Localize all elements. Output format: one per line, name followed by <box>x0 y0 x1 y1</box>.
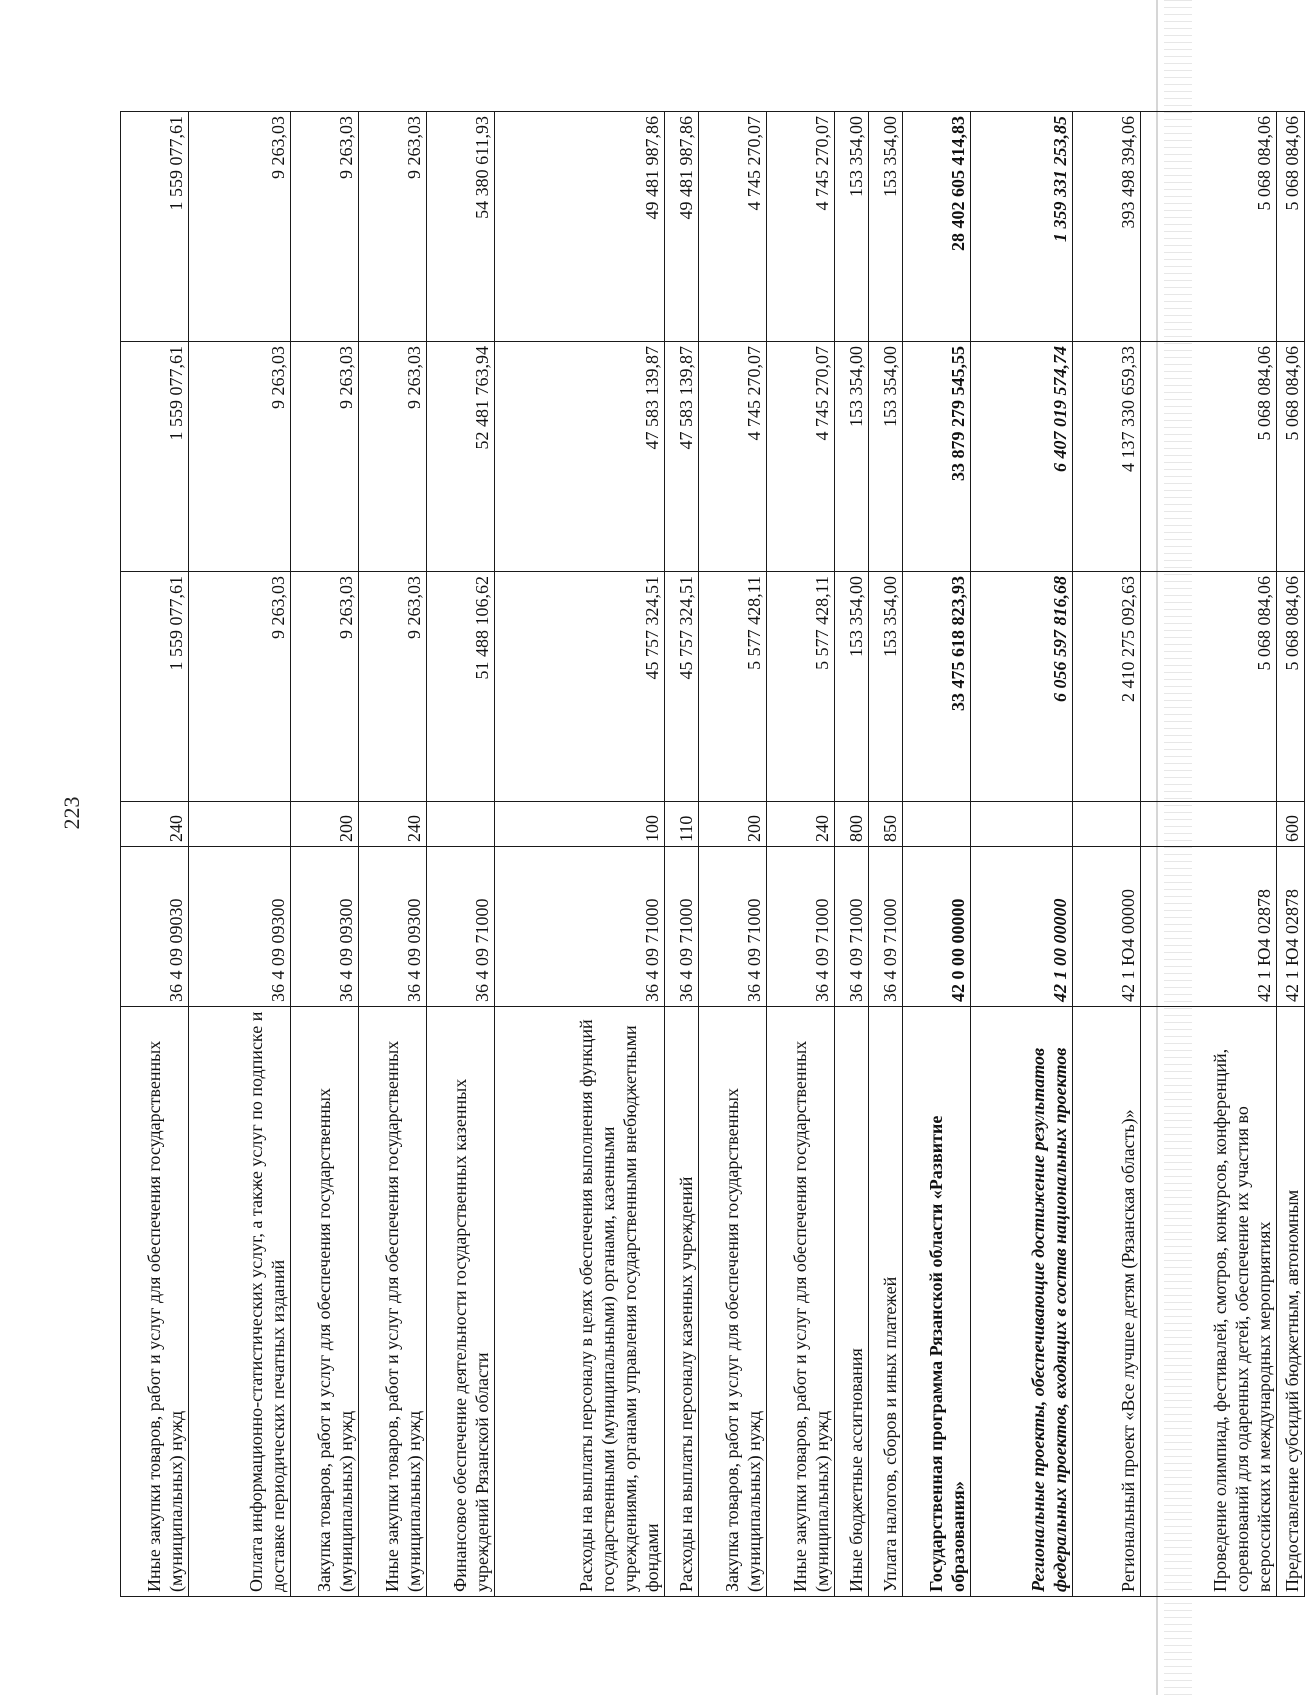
table-row <box>495 112 665 1597</box>
row-amount-2-cell: 4 745 270,07 <box>699 342 767 572</box>
row-amount-1-cell: 9 263,03 <box>359 572 427 802</box>
row-amount-2-cell: 33 879 279 545,55 <box>903 342 971 572</box>
row-code-cell: 36 4 09 09300 <box>291 847 359 1007</box>
row-amount-1-cell: 45 757 324,51 <box>495 572 665 802</box>
row-amount-1-cell: 1 559 077,61 <box>121 572 189 802</box>
row-code-cell: 36 4 09 09300 <box>189 847 291 1007</box>
budget-table <box>120 111 1305 1597</box>
row-amount-3-cell: 4 745 270,07 <box>767 112 835 342</box>
row-type-cell <box>971 802 1073 847</box>
row-type-cell: 110 <box>665 802 699 847</box>
row-amount-2-cell: 153 354,00 <box>835 342 869 572</box>
row-amount-1-cell: 153 354,00 <box>835 572 869 802</box>
row-code-cell: 42 1 00 00000 <box>971 847 1073 1007</box>
row-amount-3-cell: 153 354,00 <box>835 112 869 342</box>
row-name-cell: Иные закупки товаров, работ и услуг для обеспечения государственных (муниципальных) нужд <box>767 1007 835 1597</box>
row-type-cell: 200 <box>291 802 359 847</box>
row-code-cell: 36 4 09 71000 <box>495 847 665 1007</box>
row-amount-1-cell: 2 410 275 092,63 <box>1073 572 1141 802</box>
row-name-cell: Закупка товаров, работ и услуг для обеспечения государственных (муниципальных) нужд <box>699 1007 767 1597</box>
row-amount-2-cell: 5 068 084,06 <box>1277 342 1305 572</box>
row-amount-3-cell: 9 263,03 <box>359 112 427 342</box>
row-code-cell: 36 4 09 09300 <box>359 847 427 1007</box>
row-amount-3-cell: 1 359 331 253,85 <box>971 112 1073 342</box>
row-code-cell: 36 4 09 71000 <box>869 847 903 1007</box>
table-row <box>971 112 1073 1597</box>
row-amount-3-cell: 4 745 270,07 <box>699 112 767 342</box>
row-name-cell: Иные закупки товаров, работ и услуг для обеспечения государственных (муниципальных) нужд <box>359 1007 427 1597</box>
row-type-cell: 100 <box>495 802 665 847</box>
row-name-cell: Иные бюджетные ассигнования <box>835 1007 869 1597</box>
table-row <box>1073 112 1141 1597</box>
row-name-cell: Предоставление субсидий бюджетным, автономным <box>1277 1007 1305 1597</box>
row-code-cell: 42 1 Ю4 02878 <box>1141 847 1277 1007</box>
row-type-cell <box>427 802 495 847</box>
row-amount-2-cell: 4 745 270,07 <box>767 342 835 572</box>
table-row <box>767 112 835 1597</box>
row-code-cell: 36 4 09 71000 <box>665 847 699 1007</box>
row-amount-2-cell: 153 354,00 <box>869 342 903 572</box>
row-type-cell: 240 <box>359 802 427 847</box>
table-row <box>121 112 189 1597</box>
row-amount-3-cell: 153 354,00 <box>869 112 903 342</box>
row-name-cell: Финансовое обеспечение деятельности государственных казенных учреждений Рязанской области <box>427 1007 495 1597</box>
row-amount-1-cell: 5 577 428,11 <box>699 572 767 802</box>
row-amount-1-cell: 5 068 084,06 <box>1141 572 1277 802</box>
row-type-cell: 600 <box>1277 802 1305 847</box>
row-name-cell: Региональный проект «Все лучшее детям (Рязанская область)» <box>1073 1007 1141 1597</box>
row-amount-2-cell: 52 481 763,94 <box>427 342 495 572</box>
table-row <box>903 112 971 1597</box>
row-type-cell <box>1073 802 1141 847</box>
row-type-cell: 240 <box>767 802 835 847</box>
row-amount-2-cell: 1 559 077,61 <box>121 342 189 572</box>
table-row <box>869 112 903 1597</box>
row-amount-3-cell: 28 402 605 414,83 <box>903 112 971 342</box>
row-amount-1-cell: 9 263,03 <box>291 572 359 802</box>
row-amount-1-cell: 9 263,03 <box>189 572 291 802</box>
row-amount-3-cell: 9 263,03 <box>189 112 291 342</box>
table-row <box>665 112 699 1597</box>
row-amount-2-cell: 47 583 139,87 <box>495 342 665 572</box>
row-amount-3-cell: 9 263,03 <box>291 112 359 342</box>
row-code-cell: 36 4 09 71000 <box>835 847 869 1007</box>
row-code-cell: 36 4 09 71000 <box>699 847 767 1007</box>
row-name-cell: Иные закупки товаров, работ и услуг для обеспечения государственных (муниципальных) нужд <box>121 1007 189 1597</box>
row-type-cell: 800 <box>835 802 869 847</box>
row-code-cell: 36 4 09 71000 <box>767 847 835 1007</box>
row-amount-3-cell: 5 068 084,06 <box>1141 112 1277 342</box>
row-name-cell: Региональные проекты, обеспечивающие достижение результатов федеральных проектов, входящих в состав национальных проектов <box>971 1007 1073 1597</box>
row-amount-2-cell: 9 263,03 <box>291 342 359 572</box>
row-amount-3-cell: 393 498 394,06 <box>1073 112 1141 342</box>
table-row <box>835 112 869 1597</box>
row-name-cell: Оплата информационно-статистических услуг, а также услуг по подписке и доставке периодических печатных изданий <box>189 1007 291 1597</box>
row-amount-1-cell: 5 068 084,06 <box>1277 572 1305 802</box>
row-amount-2-cell: 5 068 084,06 <box>1141 342 1277 572</box>
row-code-cell: 42 1 Ю4 00000 <box>1073 847 1141 1007</box>
row-name-cell: Государственная программа Рязанской области «Развитие образования» <box>903 1007 971 1597</box>
table-row <box>189 112 291 1597</box>
table-row <box>291 112 359 1597</box>
row-amount-1-cell: 45 757 324,51 <box>665 572 699 802</box>
row-amount-1-cell: 153 354,00 <box>869 572 903 802</box>
row-code-cell: 36 4 09 09030 <box>121 847 189 1007</box>
row-type-cell: 850 <box>869 802 903 847</box>
row-type-cell <box>1141 802 1277 847</box>
row-amount-1-cell: 5 577 428,11 <box>767 572 835 802</box>
row-type-cell <box>903 802 971 847</box>
row-amount-3-cell: 54 380 611,93 <box>427 112 495 342</box>
row-amount-3-cell: 49 481 987,86 <box>495 112 665 342</box>
table-row <box>699 112 767 1597</box>
row-type-cell: 200 <box>699 802 767 847</box>
row-amount-1-cell: 51 488 106,62 <box>427 572 495 802</box>
row-amount-2-cell: 4 137 330 659,33 <box>1073 342 1141 572</box>
row-name-cell: Расходы на выплаты персоналу казенных учреждений <box>665 1007 699 1597</box>
table-row <box>359 112 427 1597</box>
row-code-cell: 42 0 00 00000 <box>903 847 971 1007</box>
row-name-cell: Проведение олимпиад, фестивалей, смотров, конкурсов, конференций, соревнований для одаренных детей, обеспечение их участия во всероссийских и международных мероприятиях <box>1141 1007 1277 1597</box>
row-amount-3-cell: 49 481 987,86 <box>665 112 699 342</box>
table-row <box>1277 112 1305 1597</box>
row-amount-3-cell: 5 068 084,06 <box>1277 112 1305 342</box>
table-row <box>427 112 495 1597</box>
table-row <box>1141 112 1277 1597</box>
row-amount-1-cell: 33 475 618 823,93 <box>903 572 971 802</box>
row-type-cell <box>189 802 291 847</box>
row-amount-2-cell: 9 263,03 <box>189 342 291 572</box>
row-amount-2-cell: 9 263,03 <box>359 342 427 572</box>
row-amount-3-cell: 1 559 077,61 <box>121 112 189 342</box>
row-name-cell: Расходы на выплаты персоналу в целях обеспечения выполнения функций государственными (муниципальными) органами, казенными учреждениями, органами управления государственными внебюджетными фондами <box>495 1007 665 1597</box>
rotated-table-wrapper <box>120 112 1302 1597</box>
page-number: 223 <box>59 796 84 830</box>
row-amount-1-cell: 6 056 597 816,68 <box>971 572 1073 802</box>
budget-table-body <box>121 112 1305 1597</box>
row-type-cell: 240 <box>121 802 189 847</box>
row-amount-2-cell: 6 407 019 574,74 <box>971 342 1073 572</box>
row-amount-2-cell: 47 583 139,87 <box>665 342 699 572</box>
row-code-cell: 42 1 Ю4 02878 <box>1277 847 1305 1007</box>
row-code-cell: 36 4 09 71000 <box>427 847 495 1007</box>
row-name-cell: Закупка товаров, работ и услуг для обеспечения государственных (муниципальных) нужд <box>291 1007 359 1597</box>
row-name-cell: Уплата налогов, сборов и иных платежей <box>869 1007 903 1597</box>
